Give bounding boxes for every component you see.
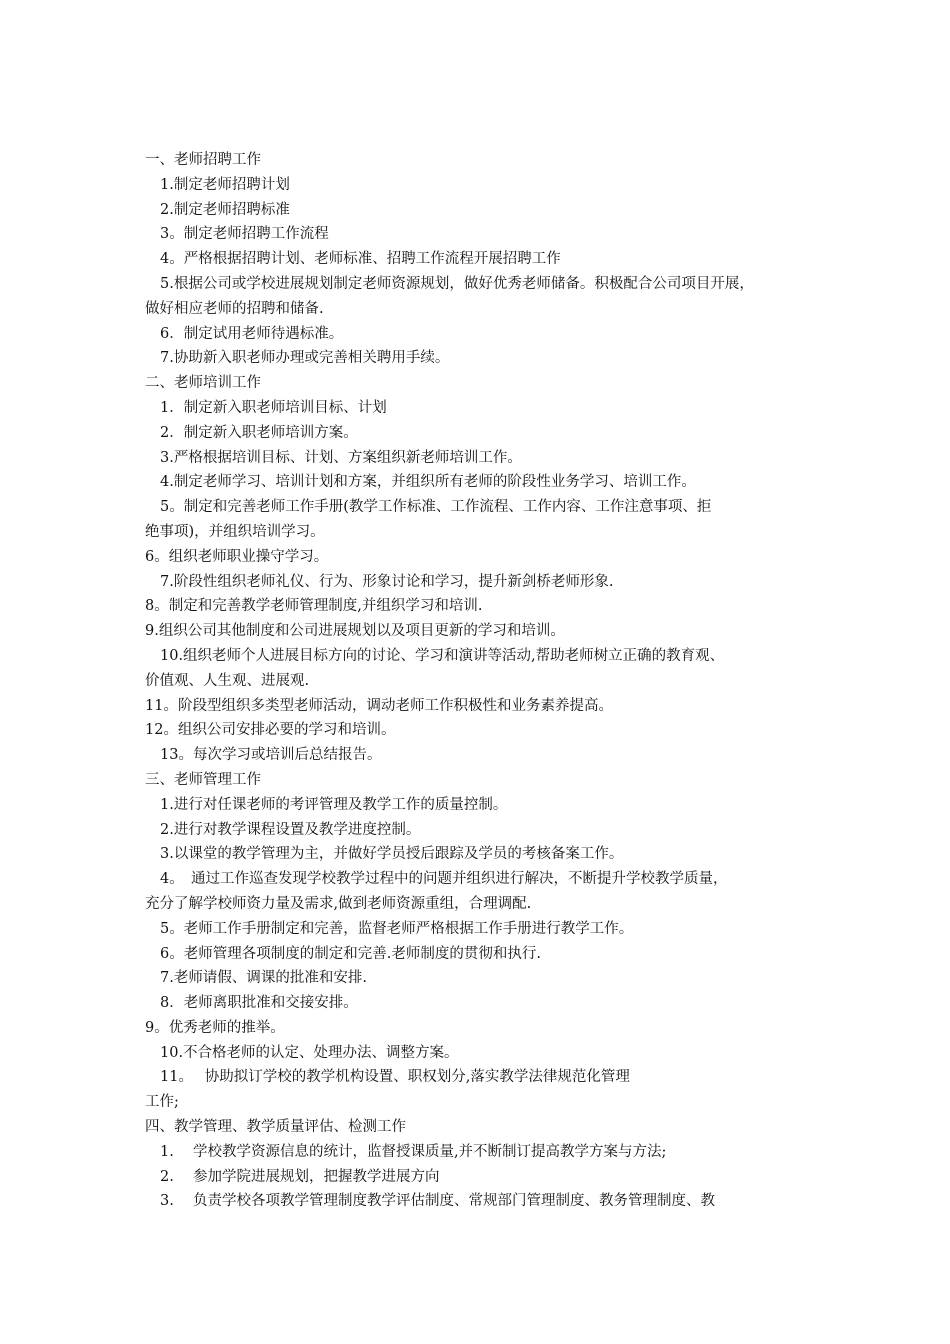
text-line: 一、老师招聘工作 [145, 152, 261, 168]
text-line: 9.组织公司其他制度和公司进展规划以及项目更新的学习和培训。 [145, 623, 565, 640]
text-line: 8。制定和完善教学老师管理制度,并组织学习和培训. [145, 598, 483, 615]
text-line: 7.老师请假、调课的批准和安排. [160, 970, 367, 987]
text-line: 2. 参加学院进展规划，把握教学进展方向 [160, 1168, 440, 1185]
text-line: 四、教学管理、教学质量评估、检测工作 [145, 1119, 406, 1136]
text-line: 12。组织公司安排必要的学习和培训。 [145, 722, 396, 739]
text-line: 做好相应老师的招聘和储备. [145, 300, 324, 317]
text-line: 10.不合格老师的认定、处理办法、调整方案。 [160, 1044, 459, 1061]
text-line: 7.协助新入职老师办理或完善相关聘用手续。 [160, 350, 450, 367]
text-line: 6．制定试用老师待遇标准。 [160, 325, 344, 342]
text-line: 6。老师管理各项制度的制定和完善.老师制度的贯彻和执行. [160, 945, 541, 962]
text-line: 绝事项)，并组织培训学习。 [145, 523, 325, 540]
text-line: 8．老师离职批准和交接安排。 [160, 995, 358, 1012]
text-line: 1.进行对任课老师的考评管理及教学工作的质量控制。 [160, 796, 508, 813]
text-line: 9。优秀老师的推举。 [145, 1019, 285, 1036]
text-line: 三、老师管理工作 [145, 771, 261, 788]
text-line: 5。制定和完善老师工作手册(教学工作标准、工作流程、工作内容、工作注意事项、拒 [160, 499, 712, 516]
text-line: 10.组织老师个人进展目标方向的讨论、学习和演讲等活动,帮助老师树立正确的教育观、 [160, 647, 725, 664]
text-line: 价值观、人生观、进展观. [145, 672, 310, 689]
text-line: 二、老师培训工作 [145, 375, 261, 392]
text-line: 3.以课堂的教学管理为主，并做好学员授后跟踪及学员的考核备案工作。 [160, 846, 624, 863]
text-line: 11。阶段型组织多类型老师活动，调动老师工作积极性和业务素养提高。 [145, 697, 613, 714]
text-line: 1.制定老师招聘计划 [160, 176, 290, 193]
text-line: 6。组织老师职业操守学习。 [145, 548, 329, 565]
text-line: 4。 通过工作巡查发现学校教学过程中的问题并组织进行解决，不断提升学校教学质量， [160, 871, 728, 888]
text-line: 工作; [145, 1094, 179, 1111]
text-line: 7.阶段性组织老师礼仪、行为、形象讨论和学习，提升新剑桥老师形象. [160, 573, 614, 590]
text-line: 11。 协助拟订学校的教学机构设置、职权划分,落实教学法律规范化管理 [160, 1069, 630, 1086]
text-line: 2.进行对教学课程设置及教学进度控制。 [160, 821, 421, 838]
text-line: 2．制定新入职老师培训方案。 [160, 424, 358, 441]
text-line: 3. 负责学校各项教学管理制度教学评估制度、常规部门管理制度、教务管理制度、教 [160, 1193, 715, 1210]
text-line: 1. 学校教学资源信息的统计，监督授课质量,并不断制订提高教学方案与方法; [160, 1143, 667, 1160]
text-line: 4。严格根据招聘计划、老师标准、招聘工作流程开展招聘工作 [160, 251, 561, 268]
text-line: 5.根据公司或学校进展规划制定老师资源规划，做好优秀老师储备。积极配合公司项目开展， [160, 275, 754, 292]
text-line: 5。老师工作手册制定和完善，监督老师严格根据工作手册进行教学工作。 [160, 920, 634, 937]
text-line: 13。每次学习或培训后总结报告。 [160, 747, 382, 764]
text-line: 3.严格根据培训目标、计划、方案组织新老师培训工作。 [160, 449, 522, 466]
text-line: 3。制定老师招聘工作流程 [160, 226, 329, 243]
text-line: 2.制定老师招聘标准 [160, 201, 290, 218]
text-line: 1．制定新入职老师培训目标、计划 [160, 399, 387, 416]
text-line: 充分了解学校师资力量及需求,做到老师资源重组，合理调配. [145, 895, 532, 912]
text-line: 4.制定老师学习、培训计划和方案，并组织所有老师的阶段性业务学习、培训工作。 [160, 474, 696, 491]
document-body [145, 148, 825, 1214]
